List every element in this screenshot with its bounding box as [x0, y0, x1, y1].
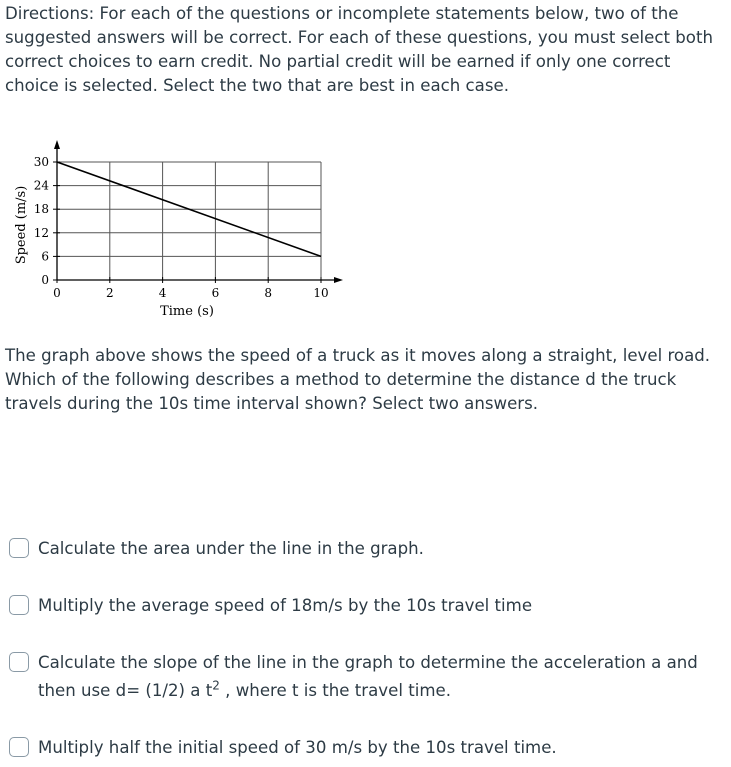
x-tick-label: 4 [158, 286, 167, 300]
answer-label-3-tail: , where t is the travel time. [219, 681, 451, 700]
x-tick-label: 10 [313, 286, 329, 300]
answer-label-4: Multiply half the initial speed of 30 m/s by the 10s travel time. [38, 738, 557, 757]
y-axis-arrow [54, 140, 60, 149]
x-axis-arrow [334, 277, 343, 283]
x-axis-label: Time (s) [160, 304, 214, 319]
y-tick-label: 18 [33, 202, 49, 217]
answer-label-1: Calculate the area under the line in the graph. [38, 539, 424, 558]
answer-checkbox-1[interactable] [9, 538, 29, 558]
y-tick-label: 12 [33, 225, 49, 240]
y-tick-label: 6 [41, 249, 49, 264]
answer-checkbox-2[interactable] [9, 595, 29, 615]
x-tick-label: 8 [264, 286, 273, 300]
answer-label-3 [38, 649, 721, 705]
speed-time-chart [0, 128, 360, 328]
y-tick-label: 0 [41, 273, 49, 287]
answer-label-3-exponent: 2 [212, 678, 220, 693]
answer-option-2[interactable] [9, 592, 721, 620]
y-axis-label: Speed (m/s) [14, 185, 29, 265]
x-tick-label: 0 [53, 286, 61, 300]
directions-text: Directions: For each of the questions or incomplete statements below, two of the suggested answers will be correct. For each of these questions, you must select both correct choices to earn credit. No partial credit will be earned if only one correct choice is selected. Select the two that are best in each case. [5, 4, 713, 95]
answer-option-4[interactable] [9, 734, 721, 762]
answer-checkbox-3[interactable] [9, 652, 29, 672]
y-tick-label: 24 [33, 178, 49, 193]
answer-option-1[interactable] [9, 535, 721, 563]
question-text: The graph above shows the speed of a truck as it moves along a straight, level road. Which of the following describes a method to determine the distance d the truck travels during the 10s time interval shown? Select two answers. [5, 346, 711, 413]
answer-checkbox-4[interactable] [9, 737, 29, 757]
y-tick-label: 30 [33, 155, 49, 169]
answer-label-3-main: Calculate the slope of the line in the graph to determine the acceleration a and then use d= (1/2) a t [38, 653, 698, 700]
x-tick-label: 2 [105, 286, 114, 300]
answer-label-2: Multiply the average speed of 18m/s by the 10s travel time [38, 596, 533, 615]
x-tick-label: 6 [211, 286, 220, 300]
answer-option-3[interactable] [9, 649, 721, 705]
